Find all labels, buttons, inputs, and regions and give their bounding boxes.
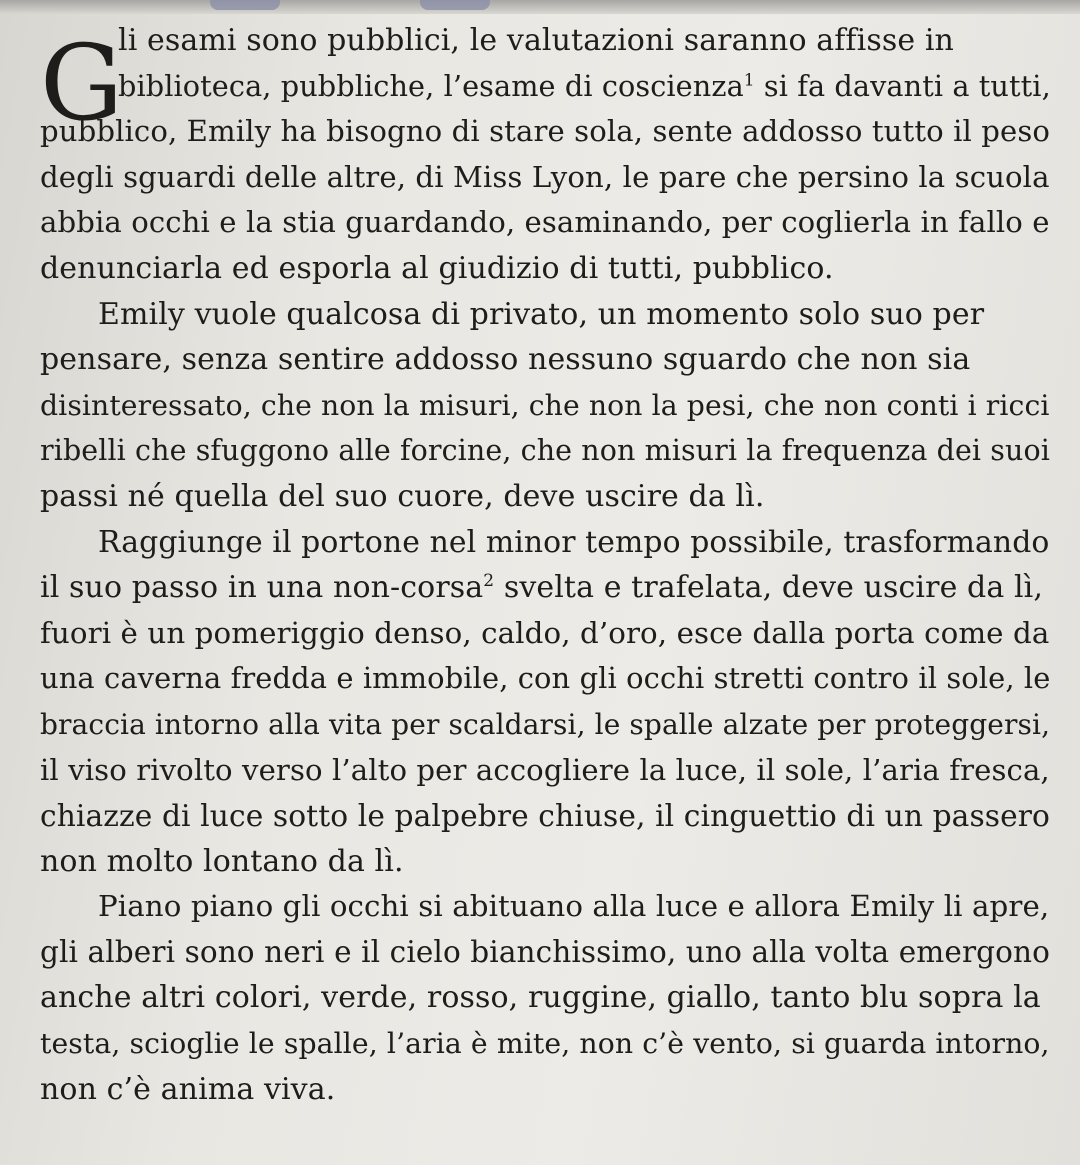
- text-line: abbia occhi e la stia guardando, esaminando, per coglierla in fallo e: [40, 205, 1050, 240]
- text-line: una caverna fredda e immobile, con gli occhi stretti contro il sole, le: [40, 661, 1051, 696]
- text-line: testa, scioglie le spalle, l’aria è mite, non c’è vento, si guarda intorno,: [40, 1027, 1050, 1061]
- text-line: ribelli che sfuggono alle forcine, che non misuri la frequenza dei suoi: [40, 434, 1050, 468]
- text-line: denunciarla ed esporla al giudizio di tutti, pubblico.: [40, 250, 834, 286]
- text-line: anche altri colori, verde, rosso, ruggine, giallo, tanto blu sopra la: [40, 980, 1041, 1016]
- text-line: Emily vuole qualcosa di privato, un momento solo suo per: [98, 296, 985, 332]
- text-line: pensare, senza sentire addosso nessuno sguardo che non sia: [40, 342, 971, 378]
- top-mark-right: [420, 0, 490, 10]
- text-line: fuori è un pomeriggio denso, caldo, d’oro, esce dalla porta come da: [40, 615, 1050, 650]
- text-line: biblioteca, pubbliche, l’esame di coscienza$^1$ si fa davanti a tutti,: [118, 68, 1051, 103]
- text-line: il viso rivolto verso l’alto per accogliere la luce, il sole, l’aria fresca,: [40, 752, 1050, 787]
- page-top-edge: [0, 0, 1080, 14]
- text-line: li esami sono pubblici, le valutazioni saranno affisse in: [118, 23, 954, 58]
- text-line: braccia intorno alla vita per scaldarsi, le spalle alzate per proteggersi,: [40, 707, 1051, 741]
- text-line: non c’è anima viva.: [40, 1071, 336, 1107]
- text-line: chiazze di luce sotto le palpebre chiuse, il cinguettio di un passero: [40, 798, 1051, 834]
- text-line: degli sguardi delle altre, di Miss Lyon, le pare che persino la scuola: [40, 159, 1050, 194]
- text-line: Piano piano gli occhi si abituano alla luce e allora Emily li apre,: [98, 889, 1050, 924]
- text-line: non molto lontano da lì.: [40, 843, 404, 879]
- footnote-marker: 1: [743, 70, 755, 91]
- text-line: pubblico, Emily ha bisogno di stare sola, sente addosso tutto il peso: [40, 114, 1051, 149]
- text-line: gli alberi sono neri e il cielo bianchissimo, uno alla volta emergono: [40, 934, 1051, 969]
- footnote-marker: 2: [483, 571, 495, 592]
- top-mark-left: [210, 0, 280, 10]
- text-line: passi né quella del suo cuore, deve uscire da lì.: [40, 478, 765, 514]
- text-line: disinteressato, che non la misuri, che non la pesi, che non conti i ricci: [40, 388, 1050, 422]
- drop-cap: G: [40, 22, 124, 144]
- text-line: il suo passo in una non-corsa$^2$ svelta e trafelata, deve uscire da lì,: [40, 570, 1044, 606]
- text-block: [40, 18, 1050, 1112]
- text-line: Raggiunge il portone nel minor tempo possibile, trasformando: [98, 524, 1050, 560]
